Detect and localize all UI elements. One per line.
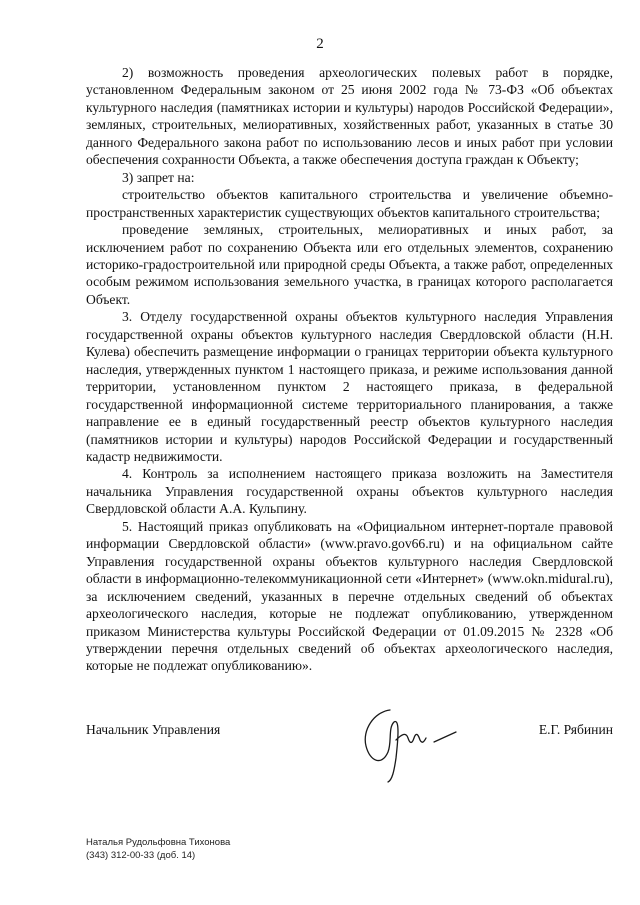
executor-footer: [86, 836, 230, 862]
signatory-position: Начальник Управления: [86, 722, 221, 737]
paragraph-2-item-2: 2) возможность проведения археологических полевых работ в порядке, установленном Федеральным законом от 25 июня 2002 года № 73-ФЗ «Об объектах культурного наследия (памятниках истории и культуры) народов Российской Федерации», земляных, строительных, мелиоративных, хозяйственных работ, указанных в статье 30 данного Федерального закона работ по использованию лесов и иных работ при условии обеспечения сохранности Объекта, а также обеспечения доступа граждан к Объекту;: [86, 65, 613, 168]
paragraph-4: 4. Контроль за исполнением настоящего приказа возложить на Заместителя начальника Управления государственной охраны объектов культурного наследия Свердловской области А.А. Кульпину.: [86, 466, 613, 517]
signatory-name: Е.Г. Рябинин: [538, 722, 613, 737]
executor-name: Наталья Рудольфовна Тихонова: [86, 837, 231, 848]
prohibition-works: проведение земляных, строительных, мелиоративных и иных работ, за исключением работ по сохранению Объекта или его отдельных элементов, сохранению историко-градостроительной или природной среды Объекта, а также работ, определенных особым режимом использования земельного участка, в границах которого располагается Объект.: [86, 222, 613, 307]
document-body: [86, 64, 613, 675]
handwritten-signature: [352, 700, 472, 784]
executor-phone: (343) 312-00-33 (доб. 14): [86, 850, 196, 861]
paragraph-5: 5. Настоящий приказ опубликовать на «Официальном интернет-портале правовой информации Свердловской области» (www.pravo.gov66.ru) и на официальном сайте Управления государственной охраны объектов культурного наследия Свердловской области в информационно-телекоммуникационной сети «Интернет» (www.okn.midural.ru), за исключением сведений, указанных в перечне отдельных сведений об объектах археологического наследия, которые не подлежат опубликованию, утвержденном приказом Министерства культуры Российской Федерации от 01.09.2015 № 2328 «Об утверждении перечня отдельных сведений об объектах археологического наследия, которые не подлежат опубликованию».: [86, 518, 613, 674]
paragraph-2-item-3: 3) запрет на:: [122, 169, 195, 185]
paragraph-3: 3. Отделу государственной охраны объектов культурного наследия Управления государственной охраны объектов культурного наследия Свердловской области (Н.Н. Кулева) обеспечить размещение информации о границах территории объекта культурного наследия, утвержденных пунктом 1 настоящего приказа, и режиме использования данной территории, установленном пунктом 2 настоящего приказа, в федеральной государственной информационной системе территориального планирования, а также направление ее в единый государственный реестр объектов культурного наследия (памятников истории и культуры) народов Российской Федерации и государственный кадастр недвижимости.: [86, 309, 613, 464]
prohibition-construction: строительство объектов капитального строительства и увеличение объемно-пространственных характеристик существующих объектов капитального строительства;: [86, 187, 613, 220]
page-number: 2: [316, 36, 324, 52]
signature-row: [86, 722, 613, 746]
